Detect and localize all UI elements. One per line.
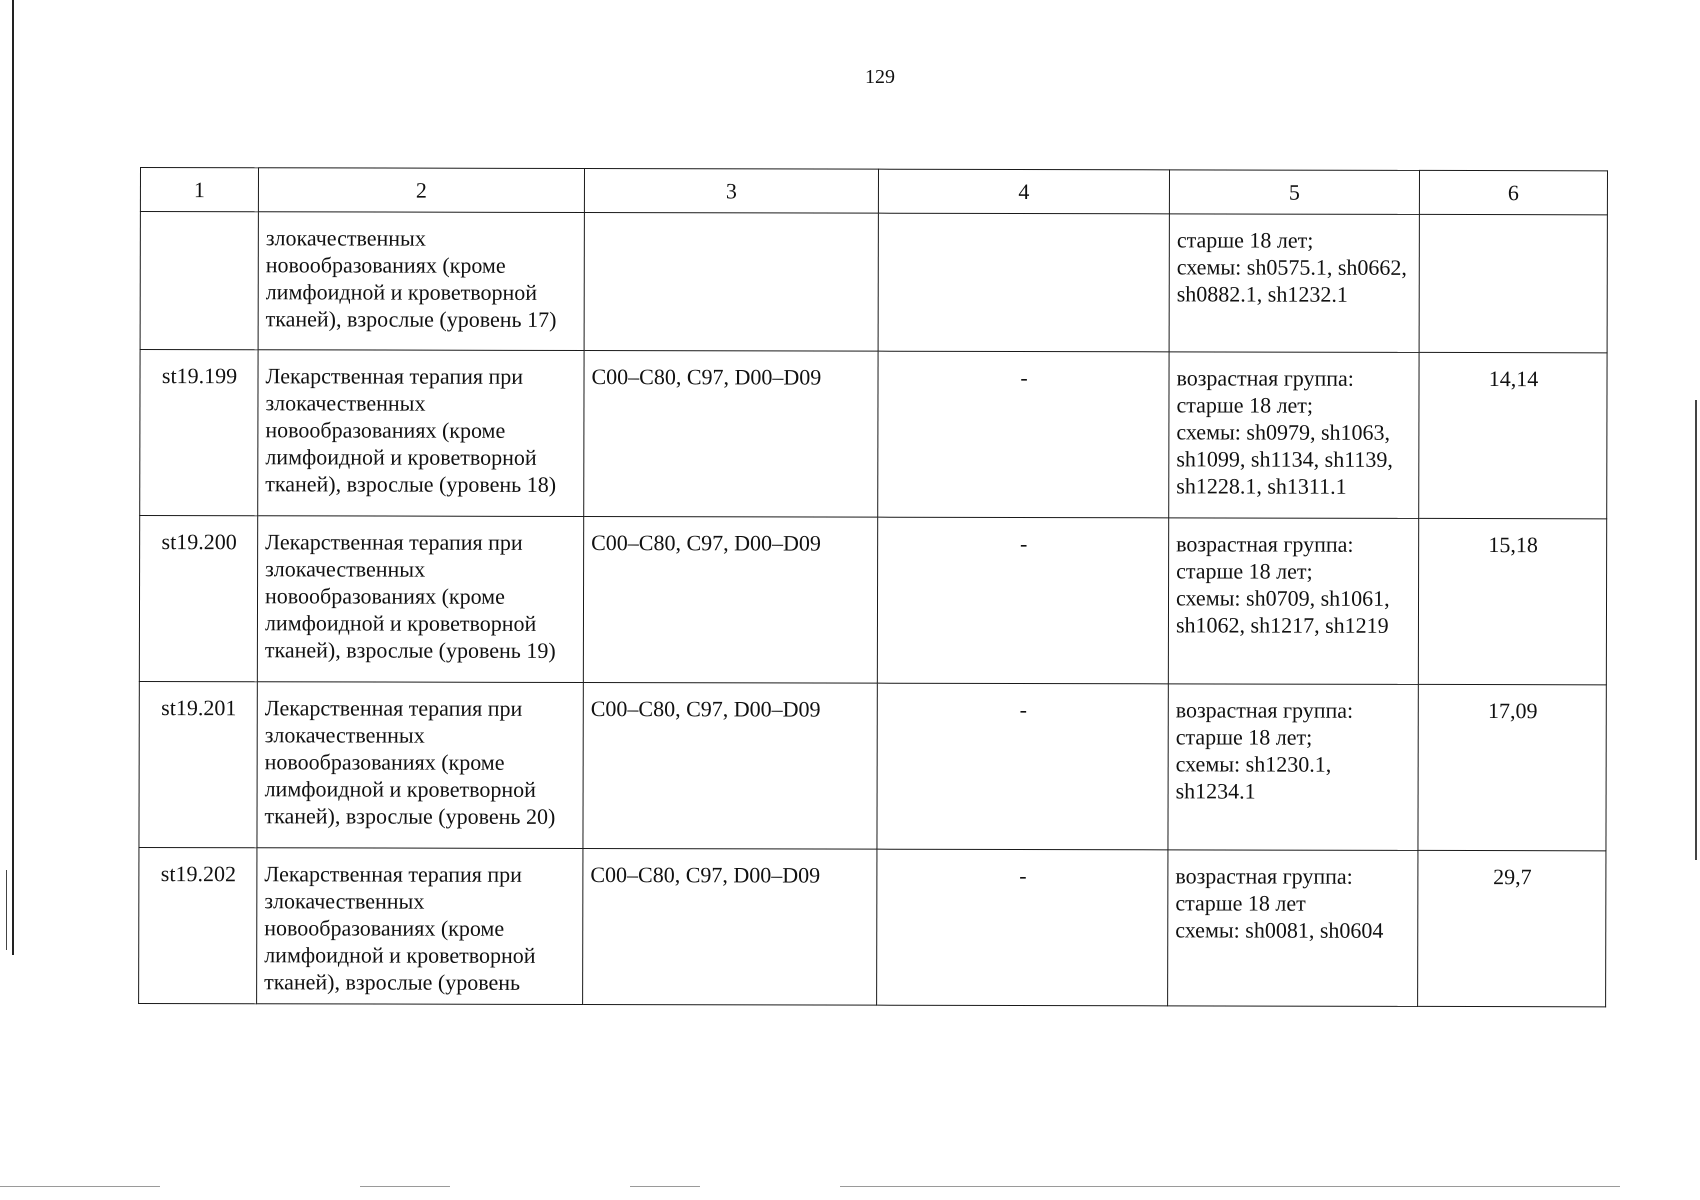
cell-icd-codes — [584, 213, 878, 352]
cell-code: st19.200 — [139, 516, 257, 682]
cell-coefficient: 17,09 — [1418, 684, 1606, 850]
cell-extra: - — [878, 351, 1169, 518]
column-header: 1 — [140, 168, 258, 212]
cell-coefficient — [1419, 214, 1607, 352]
cell-icd-codes: C00–C80, C97, D00–D09 — [583, 849, 877, 1006]
cell-icd-codes: C00–C80, C97, D00–D09 — [583, 517, 877, 684]
cell-criteria: возрастная группа: старше 18 лет; схемы: sh1230.1, sh1234.1 — [1168, 684, 1418, 851]
scan-line-bottom-left — [0, 1186, 160, 1187]
cell-name: Лекарственная терапия при злокачественных новообразованиях (кроме лимфоидной и кроветворной тканей), взрослые (уровень 19) — [257, 516, 583, 683]
tariff-table — [138, 167, 1608, 1007]
column-header: 2 — [258, 168, 584, 213]
table-body — [139, 212, 1608, 1007]
scan-line-bottom-right — [840, 1186, 1620, 1187]
scan-edge-right — [1695, 400, 1697, 860]
table-row — [140, 350, 1607, 519]
column-header: 3 — [584, 169, 878, 214]
column-header: 6 — [1419, 170, 1607, 214]
cell-extra — [878, 213, 1169, 352]
table-row — [139, 847, 1606, 1006]
cell-code: st19.199 — [140, 350, 258, 516]
table-row — [139, 681, 1606, 850]
cell-criteria: старше 18 лет; схемы: sh0575.1, sh0662, sh0882.1, sh1232.1 — [1169, 214, 1419, 353]
cell-icd-codes: C00–C80, C97, D00–D09 — [583, 683, 877, 850]
column-header: 5 — [1169, 170, 1419, 215]
table-header — [140, 168, 1607, 215]
page-number: 129 — [865, 66, 895, 88]
cell-name: Лекарственная терапия при злокачественных новообразованиях (кроме лимфоидной и кроветворной тканей), взрослые (уровень — [257, 848, 583, 1005]
scan-edge-left-lower — [6, 870, 7, 950]
cell-criteria: возрастная группа: старше 18 лет; схемы: sh0979, sh1063, sh1099, sh1134, sh1139, sh1228.1, sh1311.1 — [1169, 352, 1419, 519]
cell-coefficient: 29,7 — [1418, 850, 1606, 1006]
cell-extra: - — [877, 517, 1168, 684]
cell-extra: - — [877, 849, 1168, 1006]
column-header: 4 — [878, 169, 1169, 214]
cell-coefficient: 15,18 — [1418, 518, 1606, 684]
cell-code — [140, 212, 258, 350]
scan-edge-left — [12, 0, 14, 955]
cell-extra: - — [877, 683, 1168, 850]
cell-criteria: возрастная группа: старше 18 лет; схемы: sh0709, sh1061, sh1062, sh1217, sh1219 — [1168, 518, 1418, 685]
table-row — [139, 516, 1606, 685]
scan-line-bottom-mid — [360, 1186, 450, 1187]
cell-name: Лекарственная терапия при злокачественных новообразованиях (кроме лимфоидной и кроветворной тканей), взрослые (уровень 20) — [257, 682, 583, 849]
scan-line-bottom-center — [630, 1186, 700, 1187]
cell-coefficient: 14,14 — [1419, 352, 1607, 518]
cell-name: злокачественных новообразованиях (кроме лимфоидной и кроветворной тканей), взрослые (уровень 17) — [258, 212, 584, 351]
cell-name: Лекарственная терапия при злокачественных новообразованиях (кроме лимфоидной и кроветворной тканей), взрослые (уровень 18) — [258, 350, 584, 517]
header-row — [140, 168, 1607, 215]
cell-icd-codes: C00–C80, C97, D00–D09 — [584, 351, 878, 518]
cell-code: st19.202 — [139, 847, 257, 1003]
cell-code: st19.201 — [139, 681, 257, 847]
cell-criteria: возрастная группа: старше 18 лет схемы: sh0081, sh0604 — [1168, 850, 1418, 1007]
table-row-continuation — [140, 212, 1607, 353]
